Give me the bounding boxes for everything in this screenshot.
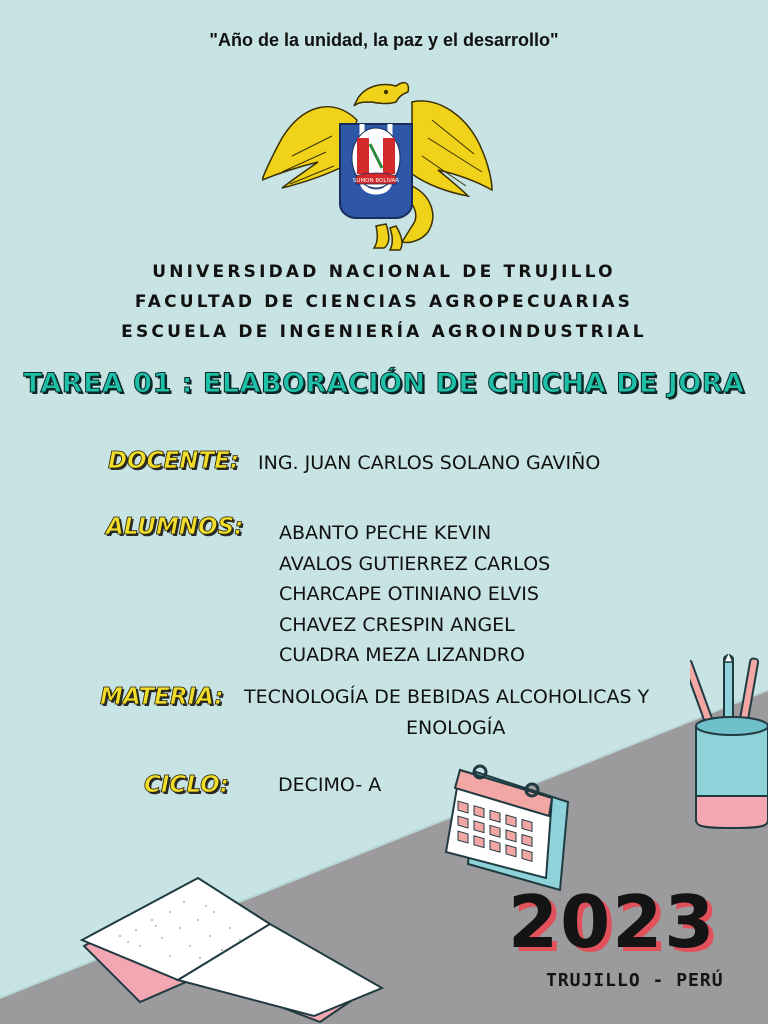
open-book-icon [80,876,390,1024]
subject-line-1: TECNOLOGÍA DE BEBIDAS ALCOHOLICAS Y [244,686,650,708]
teacher-label: DOCENTE: [108,448,240,474]
cycle-value: DECIMO- A [278,774,382,796]
student-name: AVALOS GUTIERREZ CARLOS [279,552,551,575]
students-list [279,518,550,671]
subject-line-2: ENOLOGÍA [406,717,506,739]
student-name: CHARCAPE OTINIANO ELVIS [279,583,539,605]
student-name: ABANTO PECHE KEVIN [279,522,492,544]
pencil-cup-icon [690,654,768,830]
subject-label: MATERIA: [100,684,224,710]
svg-text:SUMON BOLIVAR: SUMON BOLIVAR [352,178,400,184]
student-name: CUADRA MEZA LIZANDRO [279,644,525,666]
city-text: TRUJILLO - PERÚ [546,970,724,991]
cycle-label: CICLO: [144,772,229,798]
students-label: ALUMNOS: [106,514,244,540]
school-name: ESCUELA DE INGENIERÍA AGROINDUSTRIAL [121,322,647,342]
teacher-name: ING. JUAN CARLOS SOLANO GAVIÑO [258,452,601,474]
faculty-name: FACULTAD DE CIENCIAS AGROPECUARIAS [134,292,634,312]
calendar-icon [440,760,570,896]
student-name: CHAVEZ CRESPIN ANGEL [279,613,515,636]
griffin-crest-icon [262,76,494,252]
year-text: 2023 [508,880,717,964]
university-name: UNIVERSIDAD NACIONAL DE TRUJILLO [152,262,616,282]
assignment-title: TAREA 01 : ELABORACIÓN DE CHICHA DE JORA [23,368,745,399]
motto-text: "Año de la unidad, la paz y el desarrollo" [209,30,559,50]
